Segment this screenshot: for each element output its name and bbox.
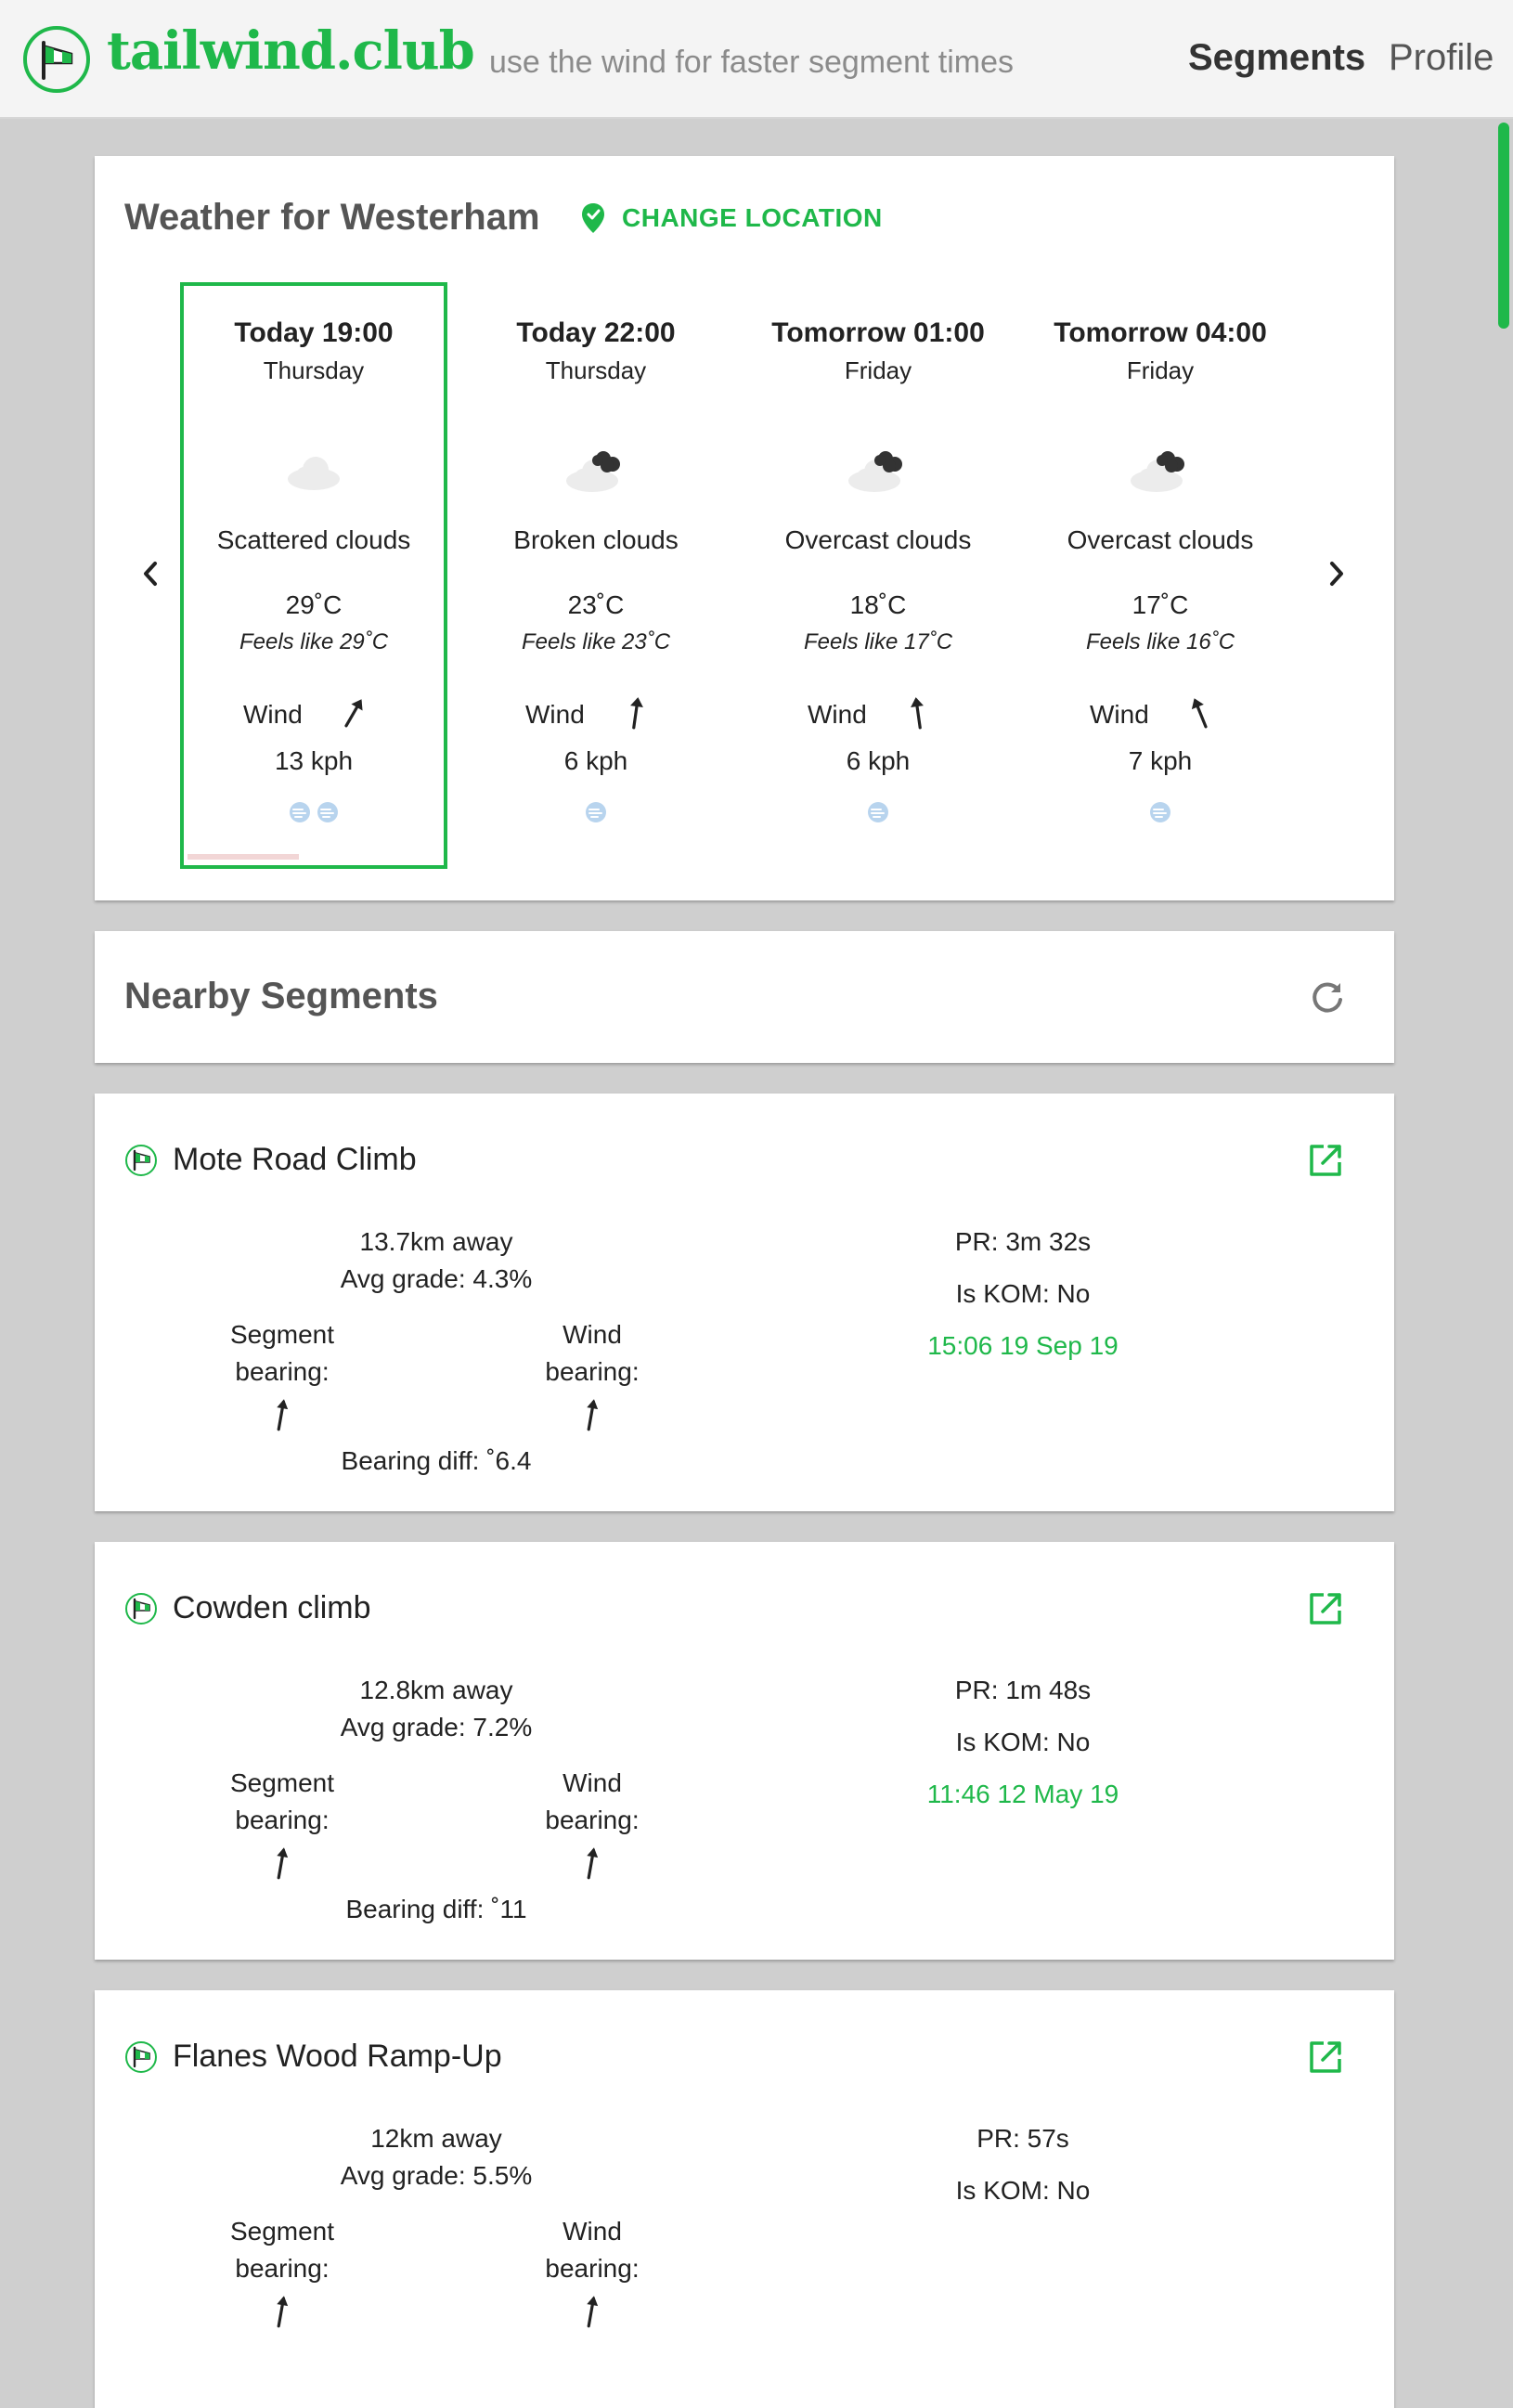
wind-bearing-label: Wind bearing: (545, 1320, 640, 1386)
wind-gust-icon (1148, 800, 1172, 824)
segment-distance: 13.7km away (359, 1227, 513, 1256)
segment-card[interactable] (95, 1094, 1394, 1511)
forecast-temperature: 29˚C (285, 590, 343, 619)
chevron-right-icon (1325, 560, 1348, 588)
forecast-day: Friday (1126, 356, 1195, 384)
windsock-icon (124, 2040, 158, 2074)
page-scrollbar[interactable] (1498, 123, 1509, 329)
forecast-gusts (184, 800, 444, 828)
weather-card (95, 156, 1394, 900)
wind-bearing-label: Wind bearing: (545, 1768, 640, 1834)
forecast-time: Tomorrow 04:00 (1054, 317, 1267, 348)
windsock-icon (124, 1592, 158, 1625)
nearby-segments-header (95, 931, 1394, 1063)
segment-bearing-label: Segment bearing: (229, 1320, 335, 1386)
segment-pr: PR: 1m 48s (954, 1676, 1092, 1704)
open-external-icon[interactable] (1307, 2039, 1344, 2076)
forecast-day: Thursday (263, 356, 365, 384)
open-external-icon[interactable] (1307, 1142, 1344, 1179)
broken-clouds-icon (561, 440, 631, 496)
forecast-temperature: 17˚C (1132, 590, 1189, 619)
segment-kom: Is KOM: No (955, 1728, 1091, 1756)
brand-name[interactable]: tailwind.club (107, 20, 474, 82)
bearing-diff: Bearing diff: ˚6.4 (341, 1446, 532, 1475)
segment-bearing-arrow-icon (267, 2293, 295, 2330)
forecast-time: Today 22:00 (516, 317, 676, 348)
forecast-description: Broken clouds (513, 525, 679, 554)
forecast-slot[interactable] (744, 282, 1012, 869)
refresh-icon[interactable] (1307, 977, 1348, 1018)
wind-bearing-arrow-icon (577, 2293, 605, 2330)
wind-gust-icon (288, 800, 312, 824)
wind-bearing-label: Wind bearing: (545, 2217, 640, 2283)
wind-direction-arrow-icon (902, 694, 934, 731)
forecast-description: Overcast clouds (1067, 525, 1254, 554)
overcast-clouds-icon (843, 440, 913, 496)
open-external-icon[interactable] (1307, 1590, 1344, 1627)
segment-grade: Avg grade: 4.3% (340, 1264, 533, 1293)
forecast-wind-speed: 13 kph (274, 746, 354, 775)
segment-kom: Is KOM: No (955, 2176, 1091, 2205)
segment-distance: 12.8km away (359, 1676, 513, 1704)
wind-direction-arrow-icon (338, 694, 369, 731)
wind-gust-icon (866, 800, 890, 824)
forecast-wind-speed: 7 kph (1128, 746, 1193, 775)
forecast-wind-label: Wind (1090, 700, 1149, 729)
forecast-temperature: 23˚C (567, 590, 625, 619)
wind-direction-arrow-icon (620, 694, 652, 731)
nearby-segments-title: Nearby Segments (124, 976, 438, 1016)
forecast-wind-label: Wind (808, 700, 867, 729)
change-location-label: CHANGE LOCATION (622, 203, 883, 232)
tagline: use the wind for faster segment times (489, 45, 1015, 80)
forecast-wind-speed: 6 kph (563, 746, 628, 775)
forecast-feels-like: Feels like 17˚C (803, 629, 953, 654)
chevron-left-icon (139, 560, 162, 588)
nav-segments-link[interactable]: Segments (1188, 37, 1366, 78)
forecast-time: Tomorrow 01:00 (771, 317, 985, 348)
forecast-day: Friday (844, 356, 912, 384)
wind-gust-icon (584, 800, 608, 824)
bearing-diff: Bearing diff: ˚11 (345, 1895, 527, 1923)
forecast-gusts (462, 800, 730, 828)
segment-distance: 12km away (370, 2124, 502, 2153)
segment-name[interactable]: Mote Road Climb (173, 1142, 417, 1177)
forecast-gusts (744, 800, 1012, 828)
weather-title: Weather for Westerham (124, 197, 540, 238)
segment-bearing-label: Segment bearing: (229, 2217, 335, 2283)
segment-pr: PR: 3m 32s (954, 1227, 1092, 1256)
change-location-button[interactable] (581, 202, 883, 234)
forecast-feels-like: Feels like 29˚C (239, 629, 389, 654)
selection-indicator (188, 854, 299, 860)
segment-bearing-arrow-icon (267, 1845, 295, 1882)
segment-pr-date: 11:46 12 May 19 (926, 1780, 1119, 1808)
forecast-gusts (1027, 800, 1294, 828)
segment-pr: PR: 57s (976, 2124, 1069, 2153)
segment-grade: Avg grade: 5.5% (340, 2161, 533, 2190)
segment-card[interactable] (95, 1542, 1394, 1960)
windsock-logo-icon[interactable] (23, 26, 90, 93)
forecast-temperature: 18˚C (849, 590, 907, 619)
location-pin-icon (581, 202, 605, 234)
forecast-slot[interactable] (1027, 282, 1294, 869)
forecast-description: Overcast clouds (784, 525, 972, 554)
segment-name[interactable]: Flanes Wood Ramp-Up (173, 2039, 502, 2074)
carousel-prev-button[interactable] (132, 555, 169, 592)
segment-bearing-arrow-icon (267, 1396, 295, 1433)
forecast-day: Thursday (545, 356, 647, 384)
forecast-slot[interactable] (462, 282, 730, 869)
forecast-wind-label: Wind (525, 700, 585, 729)
wind-bearing-arrow-icon (577, 1845, 605, 1882)
scattered-clouds-icon (278, 440, 349, 496)
segment-kom: Is KOM: No (955, 1279, 1091, 1308)
forecast-wind-label: Wind (243, 700, 303, 729)
overcast-clouds-icon (1125, 440, 1196, 496)
app-header (0, 0, 1513, 119)
wind-direction-arrow-icon (1184, 694, 1216, 731)
forecast-description: Scattered clouds (216, 525, 411, 554)
forecast-wind-speed: 6 kph (846, 746, 911, 775)
forecast-time: Today 19:00 (234, 317, 394, 348)
wind-gust-icon (316, 800, 340, 824)
nav-profile-link[interactable]: Profile (1389, 37, 1494, 78)
forecast-slot[interactable] (180, 282, 447, 869)
wind-bearing-arrow-icon (577, 1396, 605, 1433)
carousel-next-button[interactable] (1318, 555, 1355, 592)
forecast-feels-like: Feels like 16˚C (1085, 629, 1235, 654)
segment-bearing-label: Segment bearing: (229, 1768, 335, 1834)
forecast-feels-like: Feels like 23˚C (521, 629, 671, 654)
segment-name[interactable]: Cowden climb (173, 1590, 371, 1625)
segment-pr-date: 15:06 19 Sep 19 (927, 1331, 1119, 1360)
segment-card[interactable] (95, 1990, 1394, 2408)
windsock-icon (124, 1144, 158, 1177)
segment-grade: Avg grade: 7.2% (340, 1713, 533, 1741)
